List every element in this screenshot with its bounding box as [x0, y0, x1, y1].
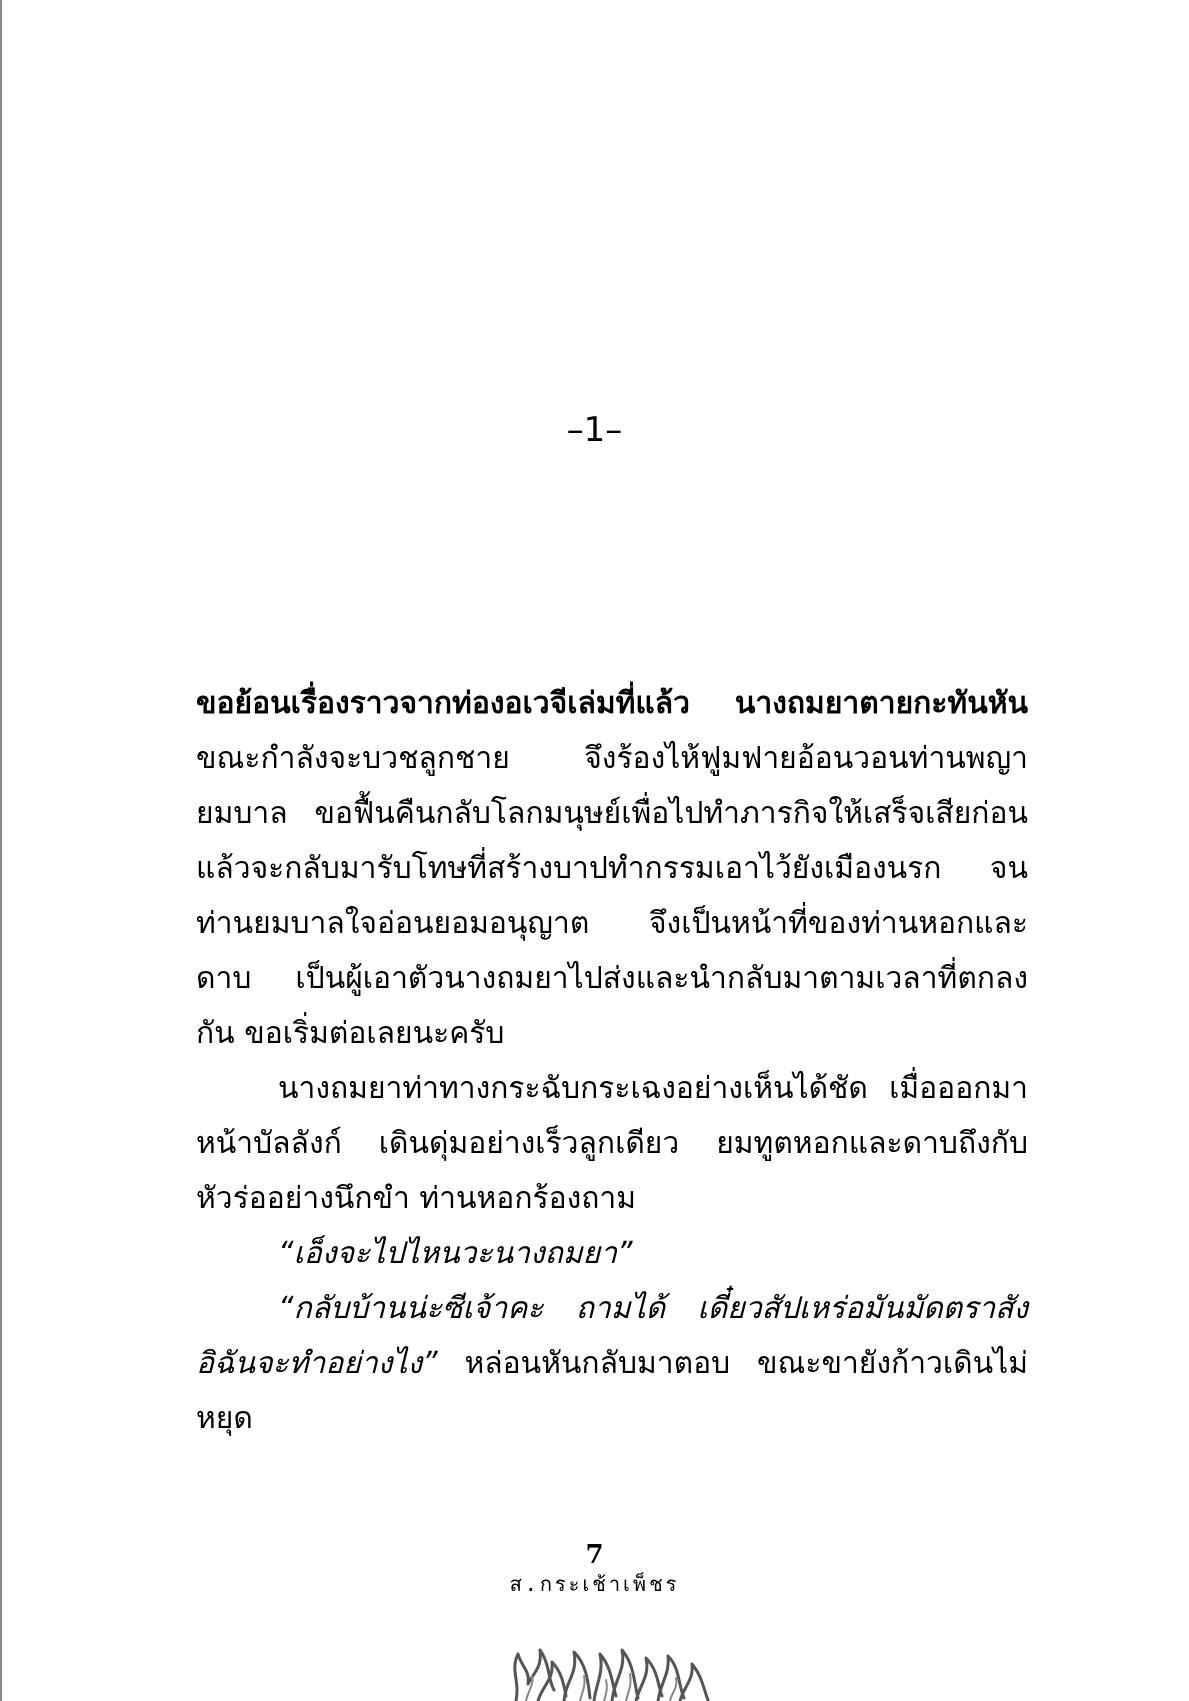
dialogue-question: “เอ็งจะไปไหนวะนางถมยา” — [278, 1236, 633, 1271]
chapter-body — [196, 676, 1028, 1446]
chapter-number: –1– — [566, 410, 623, 450]
dialogue-answer: “กลับบ้านน่ะซีเจ้าคะ ถามได้ เดี๋ยวสัปเหร่อมันมัดตราสังอิฉันจะทำอย่างไง” — [196, 1291, 1028, 1381]
page-spine-line — [0, 0, 2, 1701]
paragraph-4 — [196, 1281, 1028, 1446]
paragraph-2: นางถมยาท่าทางกระฉับกระเฉงอย่างเห็นได้ชัด เมื่อออกมาหน้าบัลลังก์ เดินดุ่มอย่างเร็วลูกเดียว ยมทูตหอกและดาบถึงกับหัวร่ออย่างนึกขำ ท่านหอกร้องถาม — [196, 1071, 1028, 1216]
page-number: 7 — [585, 1540, 604, 1570]
paragraph-1 — [196, 676, 1028, 1061]
paragraph-4-rest: หล่อนหันกลับมาตอบ ขณะขายังก้าวเดินไม่หยุด — [196, 1346, 1028, 1436]
author-name: ส.กระเช้าเพ็ชร — [509, 1572, 680, 1596]
page-footer — [0, 1540, 1189, 1598]
paragraph-1-lead: ขอย้อนเรื่องราวจากท่องอเวจีเล่มที่แล้ว นางถมยาตายกะทันหัน — [196, 686, 1028, 721]
paragraph-1-rest: ขณะกำลังจะบวชลูกชาย จึงร้องไห้ฟูมฟายอ้อนวอนท่านพญายมบาล ขอฟื้นคืนกลับโลกมนุษย์เพื่อไปทำภารกิจให้เสร็จเสียก่อนแล้วจะกลับมารับโทษที่สร้างบาปทำกรรมเอาไว้ยังเมืองนรก จนท่านยมบาลใจอ่อนยอมอนุญาต จึงเป็นหน้าที่ของท่านหอกและดาบ เป็นผู้เอาตัวนางถมยาไปส่งและนำกลับมาตามเวลาที่ตกลงกัน ขอเริ่มต่อเลยนะครับ — [196, 741, 1028, 1051]
flame-logo-icon — [508, 1610, 718, 1701]
